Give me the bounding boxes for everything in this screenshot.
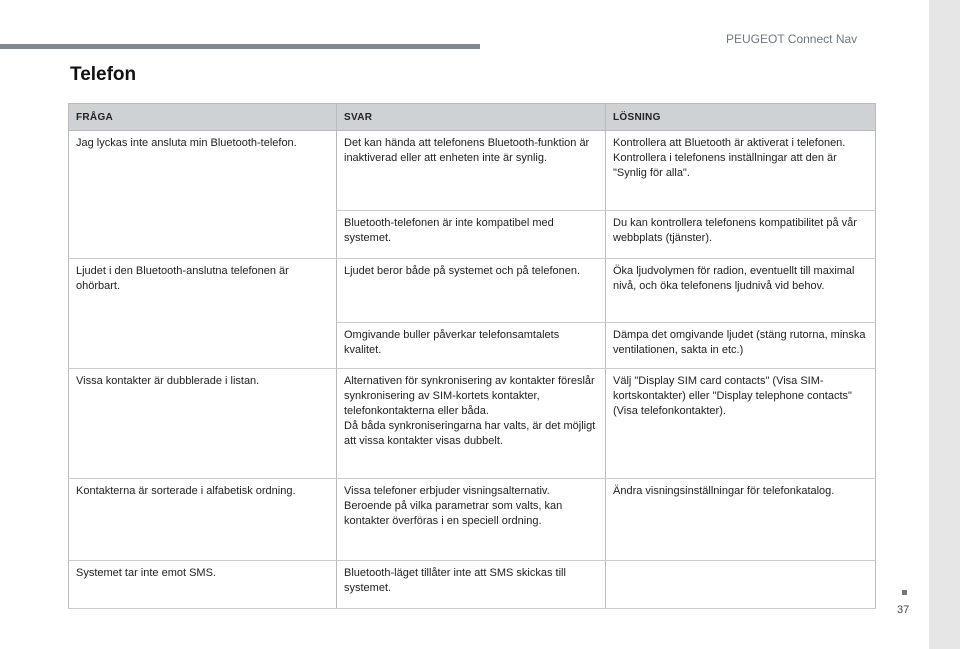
running-header: PEUGEOT Connect Nav [726,32,858,46]
question-cell: Ljudet i den Bluetooth-anslutna telefonen är ohörbart. [69,259,337,323]
page-marker [902,590,907,595]
solution-cell: Dämpa det omgivande ljudet (stäng rutorna, minska ventilationen, sakta in etc.) [606,323,876,369]
solution-cell: Ändra visningsinställningar för telefonkatalog. [606,479,876,561]
troubleshooting-table [68,103,876,609]
column-header-solution: LÖSNING [606,104,876,131]
table-row [69,479,876,561]
answer-cell: Vissa telefoner erbjuder visningsalternativ. Beroende på vilka parametrar som valts, kan kontakter överföras i en speciell ordning. [337,479,606,561]
page-number: 37 [897,604,910,616]
solution-cell: Kontrollera att Bluetooth är aktiverat i telefonen. Kontrollera i telefonens inställningar att den är "Synlig för alla". [606,131,876,211]
table-row [69,369,876,479]
solution-cell: Välj "Display SIM card contacts" (Visa SIM-kortskontakter) eller "Display telephone contacts" (Visa telefonkontakter). [606,369,876,479]
question-cell [69,211,337,259]
question-cell: Vissa kontakter är dubblerade i listan. [69,369,337,479]
table-row [69,259,876,323]
answer-cell: Det kan hända att telefonens Bluetooth-funktion är inaktiverad eller att enheten inte är synlig. [337,131,606,211]
column-header-answer: SVAR [337,104,606,131]
question-cell: Systemet tar inte emot SMS. [69,561,337,609]
answer-cell: Bluetooth-telefonen är inte kompatibel med systemet. [337,211,606,259]
table-row [69,561,876,609]
table-row [69,211,876,259]
header-rule [0,44,480,49]
table-row [69,131,876,211]
solution-cell: Du kan kontrollera telefonens kompatibilitet på vår webbplats (tjänster). [606,211,876,259]
side-margin-strip [929,0,960,649]
question-cell: Jag lyckas inte ansluta min Bluetooth-telefon. [69,131,337,211]
question-cell [69,323,337,369]
column-header-question: FRÅGA [69,104,337,131]
solution-cell [606,561,876,609]
answer-cell: Omgivande buller påverkar telefonsamtalets kvalitet. [337,323,606,369]
question-cell: Kontakterna är sorterade i alfabetisk ordning. [69,479,337,561]
table-row [69,323,876,369]
solution-cell: Öka ljudvolymen för radion, eventuellt till maximal nivå, och öka telefonens ljudnivå vid behov. [606,259,876,323]
table-header-row [69,104,876,131]
answer-cell: Ljudet beror både på systemet och på telefonen. [337,259,606,323]
answer-cell: Bluetooth-läget tillåter inte att SMS skickas till systemet. [337,561,606,609]
answer-cell: Alternativen för synkronisering av kontakter föreslår synkronisering av SIM-kortets kontakter, telefonkontakterna eller båda. Då båda synkroniseringarna har valts, är det möjligt att vissa kontakter visas dubbelt. [337,369,606,479]
page-title: Telefon [70,64,137,85]
